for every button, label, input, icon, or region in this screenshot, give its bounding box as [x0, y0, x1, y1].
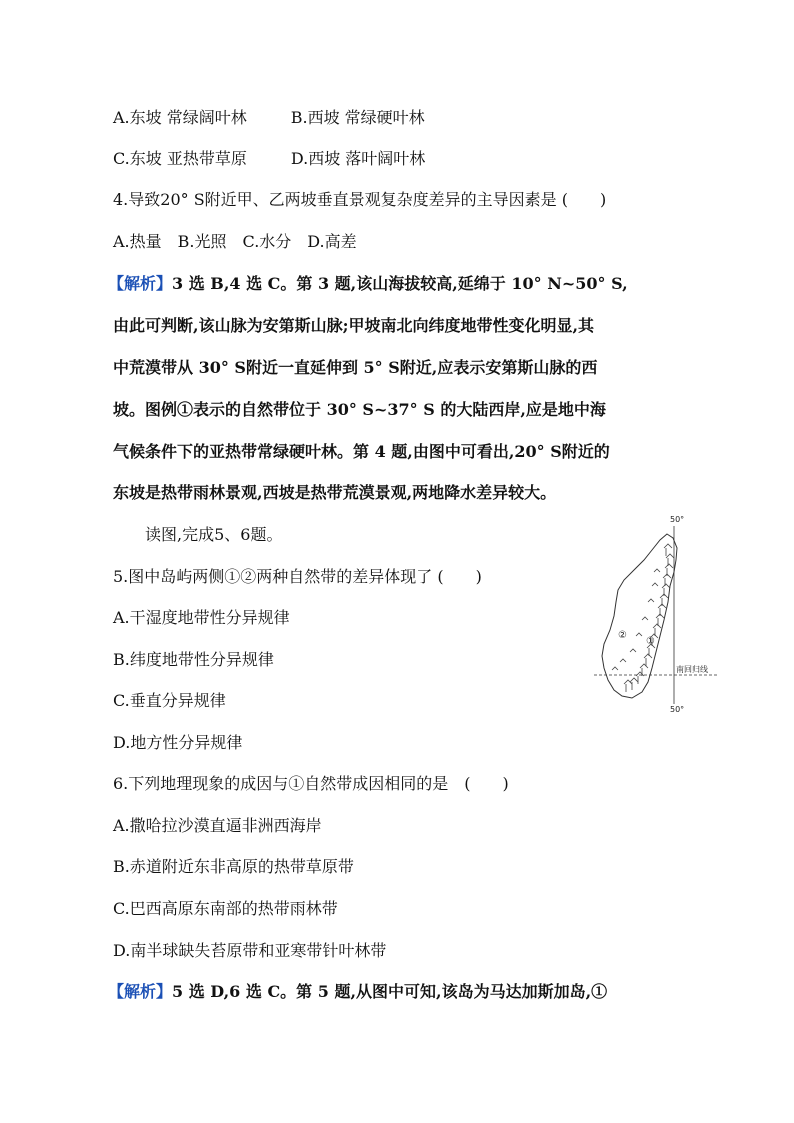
q4-option-c[interactable]: C.水分	[242, 232, 292, 251]
analysis2-tag: 【解析】	[108, 982, 173, 1001]
intro-text: 读图,完成5、6题。	[145, 525, 283, 544]
q3-option-c[interactable]: C.东坡 亚热带草原	[113, 149, 247, 168]
q6-option-d[interactable]: D.南半球缺失苔原带和亚寒带针叶林带	[113, 941, 387, 960]
map-label-tropic: 南回归线	[676, 665, 708, 674]
q3-option-a[interactable]: A.东坡 常绿阔叶林	[113, 108, 247, 127]
q3-options-row-1	[113, 107, 425, 129]
analysis1-line-2: 由此可判断,该山脉为安第斯山脉;甲坡南北向纬度地带性变化明显,其	[113, 316, 595, 335]
analysis1-line-4: 坡。图例①表示的自然带位于 30° S~37° S 的大陆西岸,应是地中海	[113, 400, 606, 419]
q6-option-b[interactable]: B.赤道附近东非高原的热带草原带	[113, 857, 354, 876]
q5-option-a[interactable]: A.干湿度地带性分异规律	[113, 608, 290, 627]
q4-options	[113, 231, 357, 253]
map-label-zone2: ②	[618, 630, 627, 641]
q4-option-d[interactable]: D.高差	[307, 232, 357, 251]
analysis1-line-3: 中荒漠带从 30° S附近一直延伸到 5° S附近,应表示安第斯山脉的西	[113, 358, 598, 377]
map-label-bottom: 50°	[670, 705, 685, 712]
madagascar-map	[590, 512, 720, 712]
analysis1-line-6: 东坡是热带雨林景观,西坡是热带荒漠景观,两地降水差异较大。	[113, 483, 557, 502]
q5-stem: 5.图中岛屿两侧①②两种自然带的差异体现了 ( )	[113, 567, 482, 586]
q5-option-b[interactable]: B.纬度地带性分异规律	[113, 650, 274, 669]
q6-stem: 6.下列地理现象的成因与①自然带成因相同的是 ( )	[113, 774, 509, 793]
analysis2-line: 【解析】5 选 D,6 选 C。第 5 题,从图中可知,该岛为马达加斯加岛,①	[108, 982, 608, 1001]
q4-option-a[interactable]: A.热量	[113, 232, 162, 251]
q3-options-row-2	[113, 148, 425, 170]
island-outline	[602, 534, 677, 698]
q3-option-b[interactable]: B.西坡 常绿硬叶林	[290, 108, 425, 127]
q5-option-c[interactable]: C.垂直分异规律	[113, 691, 226, 710]
q4-option-b[interactable]: B.光照	[177, 232, 227, 251]
map-label-top: 50°	[670, 515, 685, 524]
map-label-zone1: ①	[646, 636, 655, 647]
analysis1-line-5: 气候条件下的亚热带常绿硬叶林。第 4 题,由图中可看出,20° S附近的	[113, 442, 610, 461]
q6-option-a[interactable]: A.撒哈拉沙漠直逼非洲西海岸	[113, 816, 322, 835]
q4-stem: 4.导致20° S附近甲、乙两坡垂直景观复杂度差异的主导因素是 ( )	[113, 190, 607, 209]
q5-option-d[interactable]: D.地方性分异规律	[113, 733, 243, 752]
q6-option-c[interactable]: C.巴西高原东南部的热带雨林带	[113, 899, 338, 918]
analysis1-tag: 【解析】	[108, 274, 173, 293]
analysis1-line-1: 【解析】3 选 B,4 选 C。第 3 题,该山海拔较高,延绵于 10° N~50° S,	[108, 274, 628, 293]
q3-option-d[interactable]: D.西坡 落叶阔叶林	[290, 149, 426, 168]
